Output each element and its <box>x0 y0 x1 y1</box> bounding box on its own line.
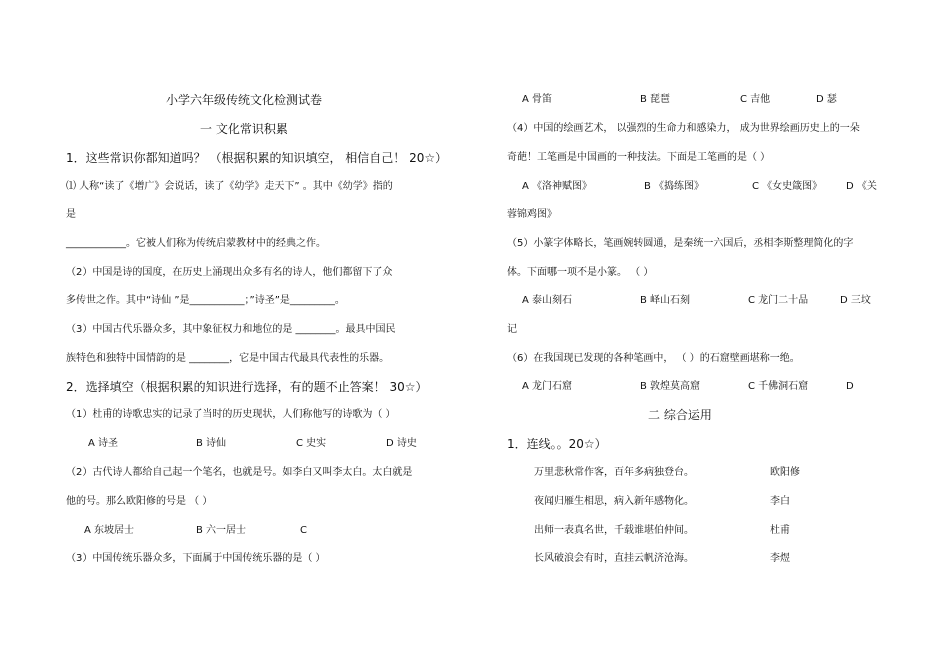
q2-item2-line1: （2）古代诗人都给自己起一个笔名，也就是号。如李白又叫李太白。太白就是 <box>66 467 413 478</box>
q1-item2-line2: 多传世之作。其中“诗仙 ”是___________；”诗圣”是_________。 <box>66 295 345 306</box>
q2-item3-option-b: B 琵琶 <box>640 94 671 105</box>
q2-item2-option-a: A 东坡居士 <box>84 525 135 536</box>
q2-item4-option-c: C 《女史箴图》 <box>752 181 823 192</box>
q1-item1-line2: 是 <box>66 209 76 220</box>
q2-item2-line2: 他的号。那么欧阳修的号是 （ ） <box>66 496 213 507</box>
q1-item1-line1: ⑴ 人称“读了《增广》会说话，读了《幼学》走天下” 。其中《幼学》指的 <box>66 181 393 192</box>
q2-item2-option-c: C <box>300 525 307 536</box>
q2-item6-option-b: B 敦煌莫高窟 <box>640 381 701 392</box>
question-2-heading: 2．选择填空（根据积累的知识进行选择，有的题不止答案！ 30☆） <box>66 380 428 394</box>
matching-poem-3: 出师一表真名世，千载谁堪伯仲间。 <box>534 525 694 536</box>
q2-item3-option-a: A 骨笛 <box>522 94 553 105</box>
q2-item5-option-c: C 龙门二十品 <box>748 295 809 306</box>
question-1-heading: 1．这些常识你都知道吗？ （根据积累的知识填空， 相信自己！ 20☆） <box>66 151 448 165</box>
q2-item2-option-b: B 六一居士 <box>196 525 247 536</box>
q2-item5-option-d: D 三坟 <box>840 295 871 306</box>
q2-item6-option-d: D <box>846 381 854 392</box>
q2-item6: （6）在我国现已发现的各种笔画中， （ ）的石窟壁画堪称一绝。 <box>507 353 800 364</box>
matching-poet-3: 杜甫 <box>770 525 790 536</box>
q2-item4-option-d: D 《关 <box>846 181 877 192</box>
question-3-heading: 1．连线。。20☆） <box>507 437 607 451</box>
section-1-heading: 一 文化常识积累 <box>200 122 288 136</box>
exam-title: 小学六年级传统文化检测试卷 <box>166 93 323 107</box>
q2-item1-option-b: B 诗仙 <box>196 438 227 449</box>
q1-item3-line1: （3）中国古代乐器众多，其中象征权力和地位的是 ________。最具中国民 <box>66 324 396 335</box>
q2-item1-option-a: A 诗圣 <box>88 438 119 449</box>
q2-item4-option-b: B 《捣练图》 <box>644 181 705 192</box>
q2-item6-option-a: A 龙门石窟 <box>522 381 573 392</box>
q2-item5-line1: （5）小篆字体略长，笔画婉转圆通，是秦统一六国后，丞相李斯整理简化的字 <box>507 238 854 249</box>
q2-item1: （1）杜甫的诗歌忠实的记录了当时的历史现状，人们称他写的诗歌为（ ） <box>66 409 396 420</box>
q2-item3-option-d: D 瑟 <box>816 94 837 105</box>
q2-item5-option-a: A 泰山刻石 <box>522 295 573 306</box>
matching-poem-4: 长风破浪会有时，直挂云帆济沧海。 <box>534 553 694 564</box>
matching-poet-4: 李煜 <box>770 553 790 564</box>
q2-item5-option-b: B 峄山石刻 <box>640 295 691 306</box>
q1-item3-line2: 族特色和独特中国情韵的是 ________，它是中国古代最具代表性的乐器。 <box>66 353 390 364</box>
matching-poet-1: 欧阳修 <box>770 467 800 478</box>
matching-poem-2: 夜闻归雁生相思，病入新年感物化。 <box>534 496 694 507</box>
q2-item1-option-d: D 诗史 <box>386 438 417 449</box>
matching-poem-1: 万里悲秋常作客，百年多病独登台。 <box>534 467 694 478</box>
q2-item4-line3: 蓉锦鸡图》 <box>507 209 557 220</box>
q1-item1-line3: ____________。它被人们称为传统启蒙教材中的经典之作。 <box>66 238 326 249</box>
q2-item4-option-a: A 《洛神赋图》 <box>522 181 593 192</box>
q2-item5-line3: 记 <box>507 324 517 335</box>
q2-item6-option-c: C 千佛洞石窟 <box>748 381 809 392</box>
q2-item1-option-c: C 史实 <box>296 438 327 449</box>
q1-item2-line1: （2）中国是诗的国度，在历史上涌现出众多有名的诗人，他们都留下了众 <box>66 267 393 278</box>
matching-poet-2: 李白 <box>770 496 790 507</box>
q2-item3: （3）中国传统乐器众多，下面属于中国传统乐器的是（ ） <box>66 553 326 564</box>
q2-item4-line2: 奇葩！工笔画是中国画的一种技法。下面是工笔画的是（ ） <box>507 152 771 163</box>
q2-item4-line1: （4）中国的绘画艺术， 以强烈的生命力和感染力， 成为世界绘画历史上的一朵 <box>507 123 860 134</box>
q2-item3-option-c: C 吉他 <box>740 94 771 105</box>
section-2-heading: 二 综合运用 <box>648 408 712 422</box>
q2-item5-line2: 体。下面哪一项不是小篆。 （ ） <box>507 267 654 278</box>
